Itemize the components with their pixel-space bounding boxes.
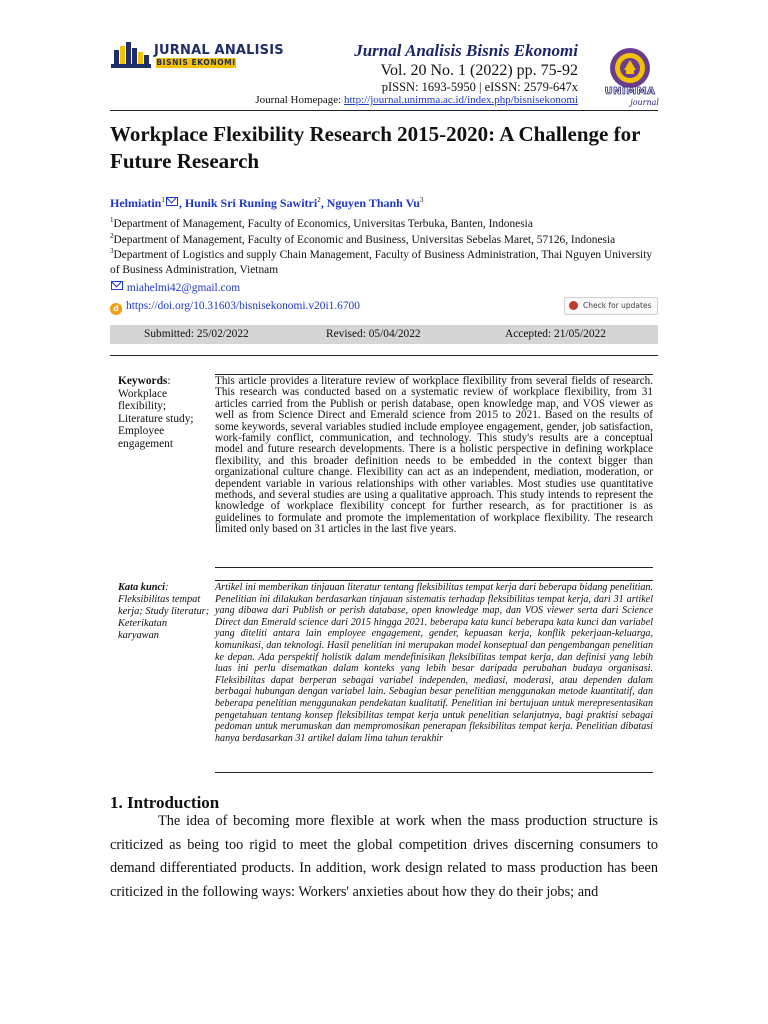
journal-homepage bbox=[255, 94, 578, 106]
book-stack-icon bbox=[110, 40, 152, 72]
logo-subtitle: BISNIS EKONOMI bbox=[156, 58, 236, 67]
intro-paragraph: The idea of becoming more flexible at work when the mass production structure is criticized as being too rigid to meet the global competition drives discerning consumers to demand differentiated products. In addition, work design related to mass production has been criticized in the following ways: Workers' anxieties about how they do their jobs; and bbox=[110, 813, 658, 900]
email-link[interactable]: miahelmi42@gmail.com bbox=[126, 282, 241, 294]
doi bbox=[110, 300, 360, 315]
header-divider bbox=[110, 110, 658, 111]
abstract-text: This article provides a literature review of workplace flexibility from several fields of research. This research was conducted based on a systematic review of workplace flexibility, from 31 articles carried from the Publish or perish database, open knowledge map, and VOS viewer as well as from Science Direct and Emerald science from 2015 to 2021. Based on the results of some keywords, several variables studied include employee engagement, gender, job satisfaction, work-family conflict, communication, and technology. This study's results are a conceptual model and future research developments. There is a holistic perspective in defining workplace flexibility, and this broader definition needs to be embedded in the context bigger than organizational culture change. Flexibility can act as an independent, mediation, moderation, or dependent variable in various relationships with other variables. Most studies use quantitative methods, and several studies are using a qualitative approach. This study intends to represent the knowledge of workplace flexibility concept for further research, as for practitioner is as guidelines to formulate and promote the implementation of workplace flexibility. The research limited only based on 31 articles in the last five years. bbox=[215, 374, 653, 568]
journal-logo bbox=[110, 40, 284, 72]
author-name[interactable]: Nguyen Thanh Vu bbox=[326, 196, 420, 210]
affiliation-sup: 1 bbox=[110, 216, 114, 224]
submission-dates-bar bbox=[110, 325, 658, 344]
author-sup: 1 bbox=[161, 196, 165, 204]
check-for-updates-button[interactable] bbox=[564, 297, 658, 315]
abstrak-text: Artikel ini memberikan tinjauan literatur tentang fleksibilitas tempat kerja dari beberapa bidang penelitian. Penelitian ini dilakukan berdasarkan tinjauan sistematis terhadap fleksibilitas tempat kerja, dari 31 artikel yang dibawa dari Publish or perish database, open knowledge map, dan VOS viewer serta dari Science Direct dan Emerald science dari 2015 hingga 2021. beberapa kata kunci beberapa kata kunci dan variabel yang diteliti antara lain employee engagement, gender, kepuasan kerja, konflik pekerjaan-keluarga, komunikasi, dan teknologi. Hasil penelitian ini merupakan model konseptual dan pengembangan penelitian ke depan. Ada perspektif holistik dalam mendefinisikan fleksibilitas tempat kerja, dan definisi yang lebih luas ini perlu disematkan dalam konteks yang lebih besar daripada perubahan budaya organisasi. Fleksibilitas dapat berperan sebagai variabel independen, mediasi, moderasi, atau dependen dalam berbagai hubungan dengan variabel lain. Sebagian besar penelitian menggunakan metode kuantitatif, dan beberapa penelitian menggunakan pendekatan kualitatif. Penelitian ini bertujuan untuk merepresentasikan pengetahuan tentang konsep fleksibilitas tempat kerja untuk penelitian selanjutnya, bagi praktisi sebagai pedoman untuk merumuskan dan mempromosikan penerapan fleksibilitas tempat kerja. Penelitian dibatasi hanya berdasarkan 31 artikel dalam lima tahun terakhir bbox=[215, 580, 653, 773]
corresponding-email bbox=[110, 281, 240, 294]
keywords-text: Workplace flexibility; Literature study; Employee engagement bbox=[118, 387, 194, 450]
affiliation-text: Department of Management, Faculty of Economics, Universitas Terbuka, Banten, Indonesia bbox=[113, 217, 533, 230]
mail-icon bbox=[111, 281, 123, 290]
paper-title: Workplace Flexibility Research 2015-2020: A Challenge for Future Research bbox=[110, 122, 641, 173]
kata-kunci-label: Kata kunci bbox=[118, 582, 166, 593]
author-name[interactable]: Helmiatin bbox=[110, 196, 162, 210]
author-sup: 2 bbox=[317, 196, 321, 204]
affiliation-sup: 3 bbox=[110, 247, 114, 255]
logo-title: JURNAL ANALISIS bbox=[154, 43, 284, 58]
journal-volume: Vol. 20 No. 1 (2022) pp. 75-92 bbox=[380, 62, 578, 79]
section-heading: 1. Introduction bbox=[110, 793, 220, 812]
journal-issn: pISSN: 1693-5950 | eISSN: 2579-647x bbox=[381, 80, 578, 94]
crossmark-icon bbox=[569, 301, 578, 310]
author-list: Helmiatin$^1$ , Hunik Sri Runing Sawitri$^2$, Nguyen Thanh Vu$^3$ bbox=[110, 196, 424, 210]
doi-icon: d bbox=[110, 303, 122, 315]
seal-subtext: journal bbox=[630, 98, 659, 107]
seal-text: UNIMMA bbox=[604, 86, 656, 97]
affiliation bbox=[110, 244, 660, 278]
homepage-label: Journal Homepage: bbox=[255, 94, 344, 106]
keywords-label: Keywords bbox=[118, 375, 168, 387]
homepage-link[interactable]: http://journal.unimma.ac.id/index.php/bisnisekonomi bbox=[343, 94, 578, 106]
kata-kunci-block: Kata kunci: Fleksibilitas tempat kerja; Study literatur; Keterikatan karyawan bbox=[118, 582, 210, 641]
affiliation-sup: 2 bbox=[110, 232, 114, 240]
kata-kunci-text: Fleksibilitas tempat kerja; Study literatur; Keterikatan karyawan bbox=[118, 594, 210, 641]
accepted-date: Accepted: 21/05/2022 bbox=[505, 328, 606, 340]
author-sup: 3 bbox=[419, 196, 424, 204]
submitted-date: Submitted: 25/02/2022 bbox=[144, 328, 249, 340]
revised-date: Revised: 05/04/2022 bbox=[326, 328, 421, 340]
check-updates-label: Check for updates bbox=[583, 301, 652, 310]
dates-divider bbox=[110, 355, 658, 356]
mail-icon[interactable] bbox=[166, 197, 178, 206]
keywords-block: Keywords: Workplace flexibility; Literature study; Employee engagement bbox=[118, 375, 210, 450]
journal-title: Jurnal Analisis Bisnis Ekonomi bbox=[354, 41, 578, 60]
doi-link[interactable]: https://doi.org/10.31603/bisnisekonomi.v20i1.6700 bbox=[126, 300, 360, 312]
author-name[interactable]: Hunik Sri Runing Sawitri bbox=[184, 196, 318, 210]
unimma-seal-logo bbox=[601, 46, 659, 108]
affiliation-text: Department of Logistics and supply Chain Management, Faculty of Business Administration, Thai Nguyen University of Business Administration, Vietnam bbox=[110, 248, 653, 276]
affiliation-text: Department of Management, Faculty of Economic and Business, Universitas Sebelas Maret, 57126, Indonesia bbox=[113, 233, 616, 246]
